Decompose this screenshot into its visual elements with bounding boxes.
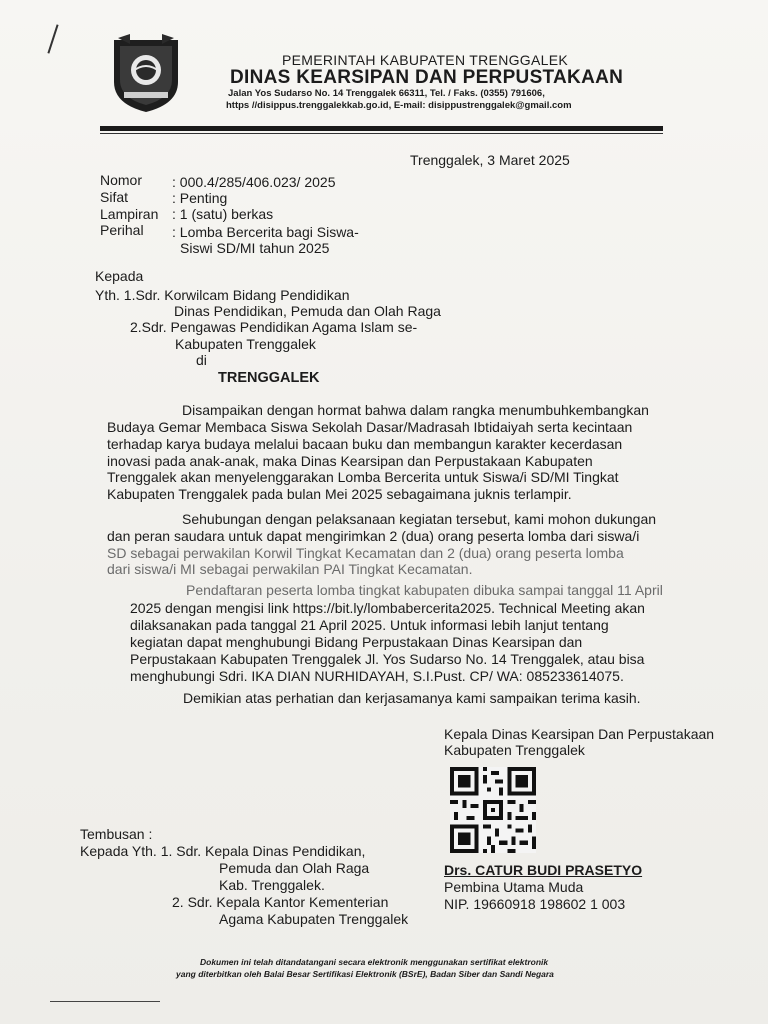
- paragraph-1-line: Trenggalek akan menyelenggarakan Lomba Bercerita untuk Siswa/i SD/MI Tingkat: [107, 469, 619, 485]
- recipient-line-1: Yth. 1.Sdr. Korwilcam Bidang Pendidikan: [95, 287, 350, 303]
- letterhead-government: PEMERINTAH KABUPATEN TRENGGALEK: [282, 52, 568, 68]
- recipient-line-3: 2.Sdr. Pengawas Pendidikan Agama Islam se-: [130, 319, 418, 335]
- letterhead-contact: https //disippus.trenggalekkab.go.id, E-mail: disippustrenggalek@gmail.com: [226, 100, 572, 111]
- paragraph-1-line: Kabupaten Trenggalek pada bulan Mei 2025 sebagaimana juknis terlampir.: [107, 486, 572, 502]
- perihal-value-1: : Lomba Bercerita bagi Siswa-: [172, 224, 359, 240]
- signatory-rank: Pembina Utama Muda: [444, 879, 584, 895]
- perihal-label: Perihal: [100, 222, 144, 238]
- paragraph-1-line: terhadap karya budaya melalui bacaan buku dan membangun karakter kecerdasan: [107, 436, 623, 452]
- recipient-line-2: Dinas Pendidikan, Pemuda dan Olah Raga: [174, 303, 441, 319]
- tembusan-line-5: Agama Kabupaten Trenggalek: [219, 911, 409, 927]
- paragraph-1-line: inovasi pada anak-anak, maka Dinas Kearsipan dan Perpustakaan Kabupaten: [107, 453, 593, 469]
- paragraph-2-line: dari siswa/i MI sebagai perwakilan PAI Tingkat Kecamatan.: [107, 561, 473, 577]
- sifat-label: Sifat: [100, 189, 129, 205]
- kepada-label: Kepada: [95, 268, 144, 284]
- paragraph-2-line: Sehubungan dengan pelaksanaan kegiatan tersebut, kami mohon dukungan: [182, 511, 657, 527]
- paragraph-3-line: kegiatan dapat menghubungi Bidang Perpustakaan Dinas Kearsipan dan: [130, 634, 583, 650]
- paragraph-3-line: Pendaftaran peserta lomba tingkat kabupaten dibuka sampai tanggal 11 April: [186, 582, 663, 598]
- tembusan-line-4: 2. Sdr. Kepala Kantor Kementerian: [172, 894, 389, 910]
- tembusan-line-2: Pemuda dan Olah Raga: [219, 860, 370, 876]
- signatory-title-1: Kepala Dinas Kearsipan Dan Perpustakaan: [444, 726, 715, 742]
- paragraph-2-line: dan peran saudara untuk dapat mengirimkan 2 (dua) orang peserta lomba dari siswa/i: [107, 528, 640, 544]
- paragraph-2-line: SD sebagai perwakilan Korwil Tingkat Kecamatan dan 2 (dua) orang peserta lomba: [107, 545, 624, 561]
- recipient-di: di: [196, 352, 207, 368]
- sifat-value: : Penting: [172, 190, 228, 206]
- perihal-value-2: Siswi SD/MI tahun 2025: [180, 240, 330, 256]
- paragraph-3-line: dilaksanakan pada tanggal 21 April 2025. Untuk informasi lebih lanjut tentang: [130, 617, 609, 633]
- esign-note-line-2: yang diterbitkan oleh Balai Besar Sertifikasi Elektronik (BSrE), Badan Siber dan Sandi Negara: [176, 969, 554, 979]
- paragraph-3-line: 2025 dengan mengisi link https://bit.ly/lombabercerita2025. Technical Meeting akan: [130, 600, 645, 616]
- pen-mark: [47, 24, 58, 53]
- recipient-city: TRENGGALEK: [218, 370, 320, 386]
- tembusan-heading: Tembusan :: [80, 826, 153, 842]
- tembusan-line-1: Kepada Yth. 1. Sdr. Kepala Dinas Pendidikan,: [80, 843, 366, 859]
- nomor-label: Nomor: [100, 172, 143, 188]
- esign-note-line-1: Dokumen ini telah ditandatangani secara elektronik menggunakan sertifikat elektronik: [200, 957, 549, 967]
- bottom-divider: [50, 1001, 160, 1002]
- signatory-title-2: Kabupaten Trenggalek: [444, 742, 585, 758]
- paragraph-1-line: Budaya Gemar Membaca Siswa Sekolah Dasar/Madrasah Ibtidaiyah serta kecintaan: [107, 419, 633, 435]
- recipient-line-4: Kabupaten Trenggalek: [175, 336, 316, 352]
- closing-sentence: Demikian atas perhatian dan kerjasamanya kami sampaikan terima kasih.: [183, 690, 641, 706]
- lampiran-label: Lampiran: [100, 206, 159, 222]
- paragraph-1-line: Disampaikan dengan hormat bahwa dalam rangka menumbuhkembangkan: [182, 402, 649, 418]
- nomor-value: : 000.4/285/406.023/ 2025: [172, 174, 336, 190]
- letterhead-rule-thin: [100, 133, 663, 134]
- tembusan-line-3: Kab. Trenggalek.: [219, 877, 325, 893]
- lampiran-value: : 1 (satu) berkas: [172, 206, 274, 222]
- letterhead-address: Jalan Yos Sudarso No. 14 Trenggalek 66311, Tel. / Faks. (0355) 791606,: [228, 88, 545, 99]
- letterhead-rule: [100, 126, 663, 131]
- letter-date: Trenggalek, 3 Maret 2025: [410, 152, 570, 168]
- regency-crest-icon: [110, 34, 182, 114]
- letterhead-agency: DINAS KEARSIPAN DAN PERPUSTAKAAN: [230, 67, 624, 88]
- qr-code-icon: [450, 767, 536, 853]
- paragraph-3-line: Perpustakaan Kabupaten Trenggalek Jl. Yos Sudarso No. 14 Trenggalek, atau bisa: [130, 651, 645, 667]
- paragraph-3-line: menghubungi Sdri. IKA DIAN NURHIDAYAH, S.I.Pust. CP/ WA: 085233614075.: [130, 668, 624, 684]
- signatory-name: Drs. CATUR BUDI PRASETYO: [444, 862, 643, 878]
- signatory-nip: NIP. 19660918 198602 1 003: [444, 896, 626, 912]
